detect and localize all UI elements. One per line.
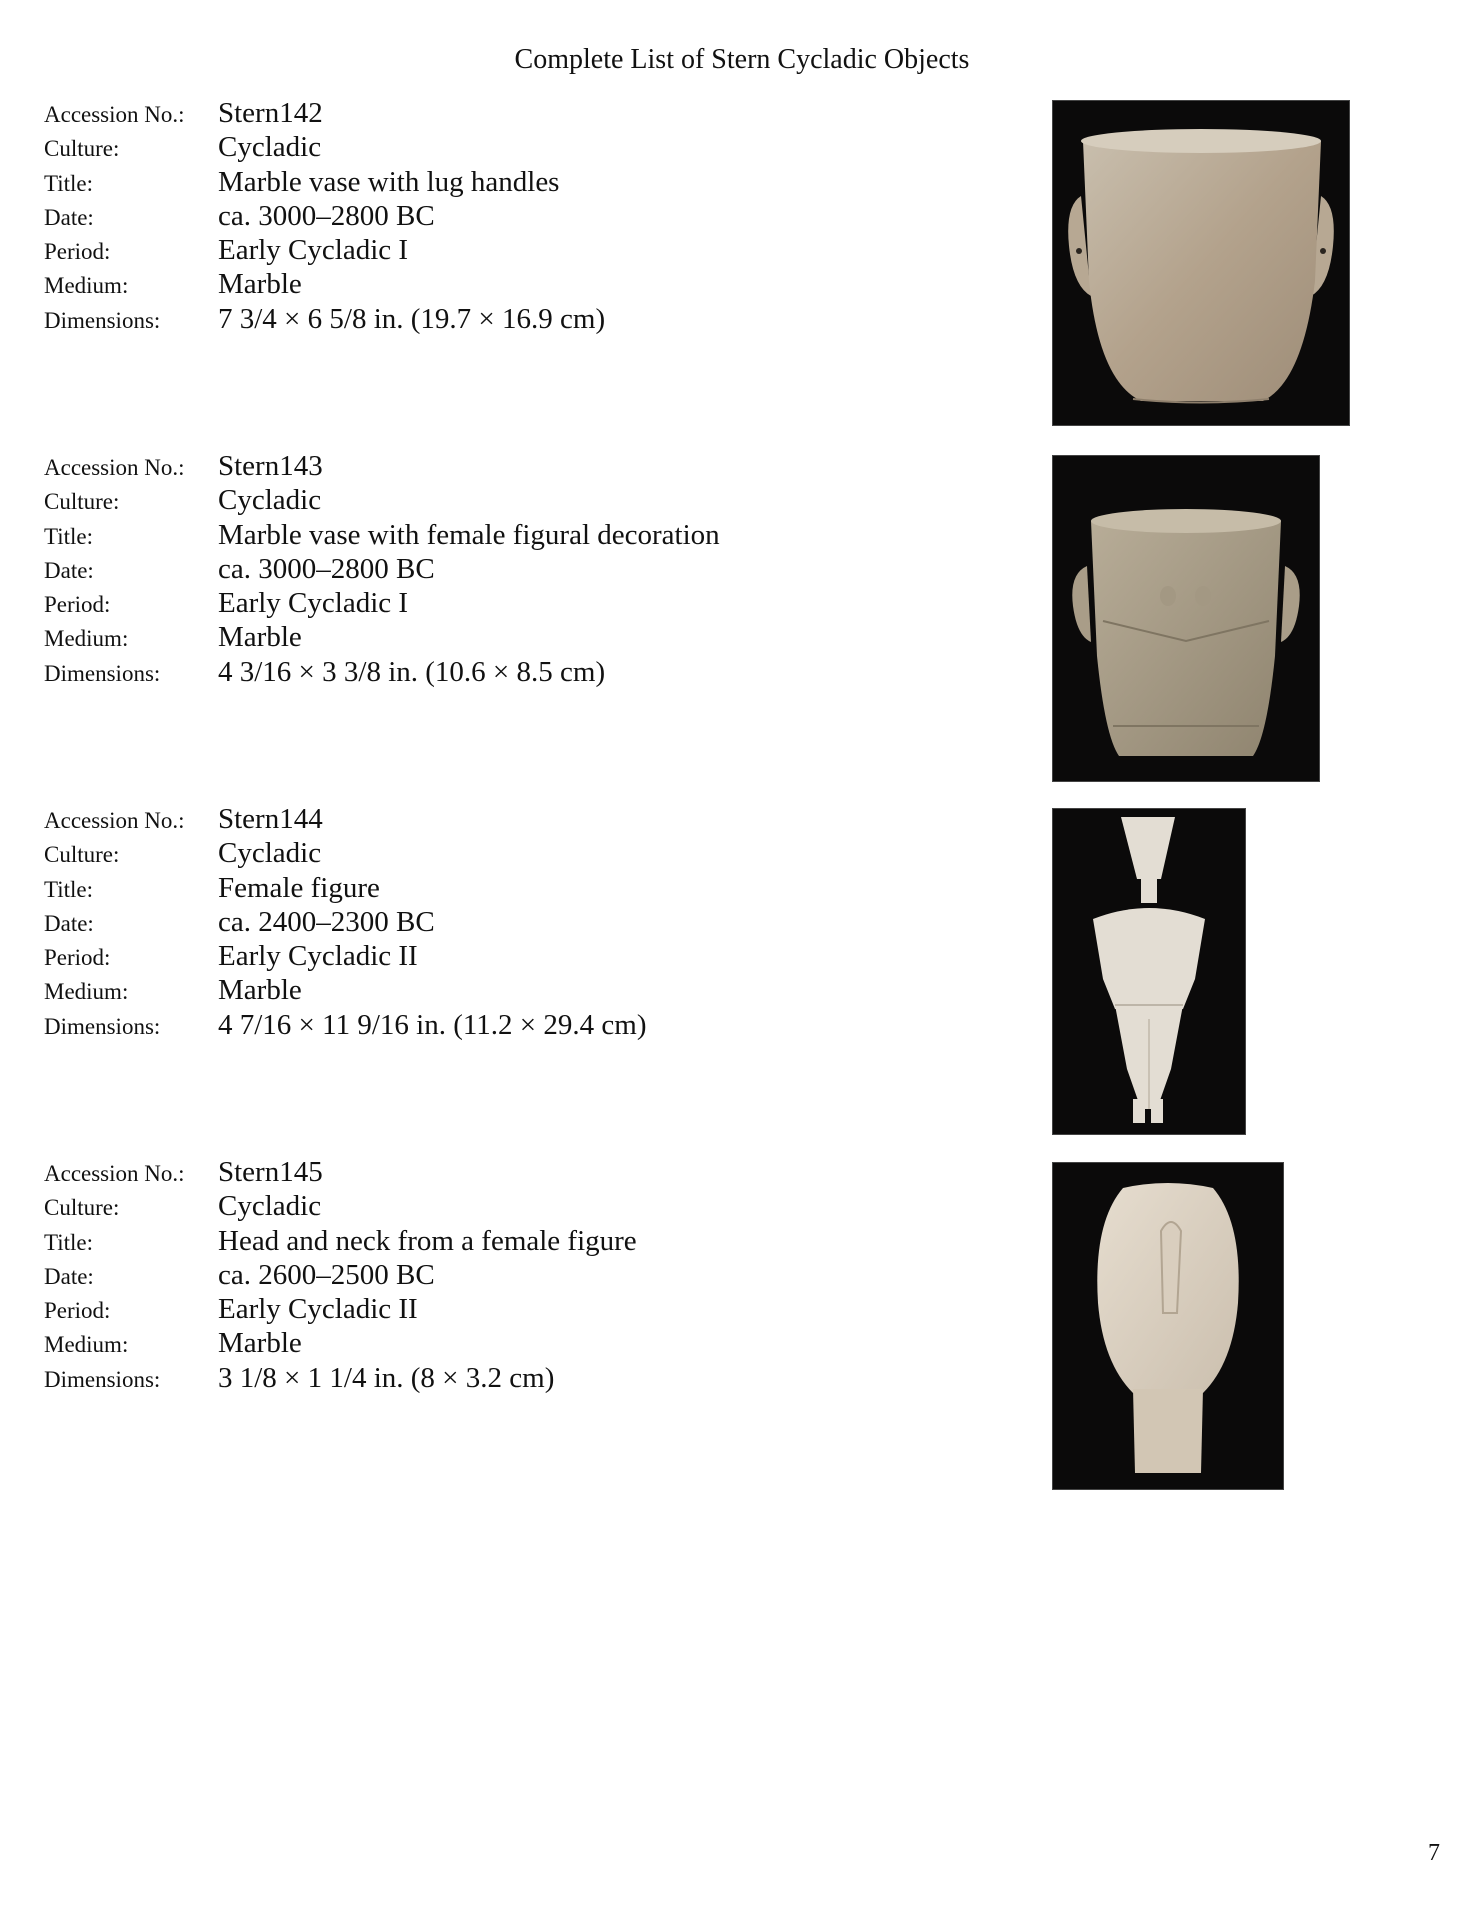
period-label: Period: [44, 945, 111, 971]
date-label: Date: [44, 1263, 94, 1289]
accession-label: Accession No.: [44, 808, 185, 833]
date-label: Date: [44, 557, 94, 583]
page-title: Complete List of Stern Cycladic Objects [514, 44, 970, 75]
head-and-neck-photo [1052, 1162, 1284, 1490]
period-label: Period: [44, 239, 111, 265]
accession-value: Stern143 [218, 450, 323, 482]
title-value: Head and neck from a female figure [218, 1224, 637, 1257]
medium-label: Medium: [44, 1332, 129, 1358]
catalog-entry-stern144 [44, 803, 1044, 1043]
culture-label: Culture: [44, 489, 120, 515]
dimensions-value: 4 3/16 × 3 3/8 in. (10.6 × 8.5 cm) [218, 655, 606, 688]
dimensions-label: Dimensions: [44, 1366, 161, 1392]
culture-value: Cycladic [218, 131, 322, 164]
culture-label: Culture: [44, 136, 120, 162]
dimensions-label: Dimensions: [44, 1013, 161, 1039]
accession-value: Stern144 [218, 803, 323, 835]
dimensions-label: Dimensions: [44, 660, 161, 686]
culture-label: Culture: [44, 1195, 120, 1221]
accession-label: Accession No.: [44, 455, 185, 480]
title-label: Title: [44, 1229, 94, 1255]
catalog-entry-stern142 [44, 97, 1044, 337]
medium-label: Medium: [44, 626, 129, 652]
dimensions-value: 7 3/4 × 6 5/8 in. (19.7 × 16.9 cm) [218, 302, 606, 335]
page-number: 7 [1428, 1840, 1440, 1866]
medium-value: Marble [218, 621, 302, 654]
dimensions-value: 4 7/16 × 11 9/16 in. (11.2 × 29.4 cm) [218, 1008, 647, 1041]
medium-value: Marble [218, 1327, 302, 1360]
catalog-entry-stern145 [44, 1156, 1044, 1396]
culture-value: Cycladic [218, 484, 322, 517]
medium-label: Medium: [44, 273, 129, 299]
period-value: Early Cycladic II [218, 940, 418, 973]
accession-value: Stern142 [218, 97, 323, 129]
period-value: Early Cycladic I [218, 587, 409, 620]
date-label: Date: [44, 204, 94, 230]
catalog-entry-stern143 [44, 450, 1044, 690]
period-label: Period: [44, 592, 111, 618]
dimensions-value: 3 1/8 × 1 1/4 in. (8 × 3.2 cm) [218, 1361, 555, 1394]
vase-figural-decoration-photo [1052, 455, 1320, 782]
date-value: ca. 2400–2300 BC [218, 905, 435, 938]
title-value: Marble vase with lug handles [218, 165, 560, 198]
medium-value: Marble [218, 268, 302, 301]
medium-value: Marble [218, 974, 302, 1007]
culture-value: Cycladic [218, 837, 322, 870]
date-value: ca. 3000–2800 BC [218, 552, 435, 585]
title-label: Title: [44, 876, 94, 902]
period-label: Period: [44, 1298, 111, 1324]
accession-label: Accession No.: [44, 1161, 185, 1186]
culture-label: Culture: [44, 842, 120, 868]
title-value: Marble vase with female figural decoration [218, 518, 720, 551]
title-value: Female figure [218, 871, 380, 904]
period-value: Early Cycladic II [218, 1293, 418, 1326]
vase-lug-handles-photo [1052, 100, 1350, 426]
accession-value: Stern145 [218, 1156, 323, 1188]
title-label: Title: [44, 170, 94, 196]
date-label: Date: [44, 910, 94, 936]
period-value: Early Cycladic I [218, 234, 409, 267]
date-value: ca. 3000–2800 BC [218, 199, 435, 232]
culture-value: Cycladic [218, 1190, 322, 1223]
medium-label: Medium: [44, 979, 129, 1005]
title-label: Title: [44, 523, 94, 549]
dimensions-label: Dimensions: [44, 307, 161, 333]
female-figure-photo [1052, 808, 1246, 1135]
accession-label: Accession No.: [44, 102, 185, 127]
date-value: ca. 2600–2500 BC [218, 1258, 435, 1291]
